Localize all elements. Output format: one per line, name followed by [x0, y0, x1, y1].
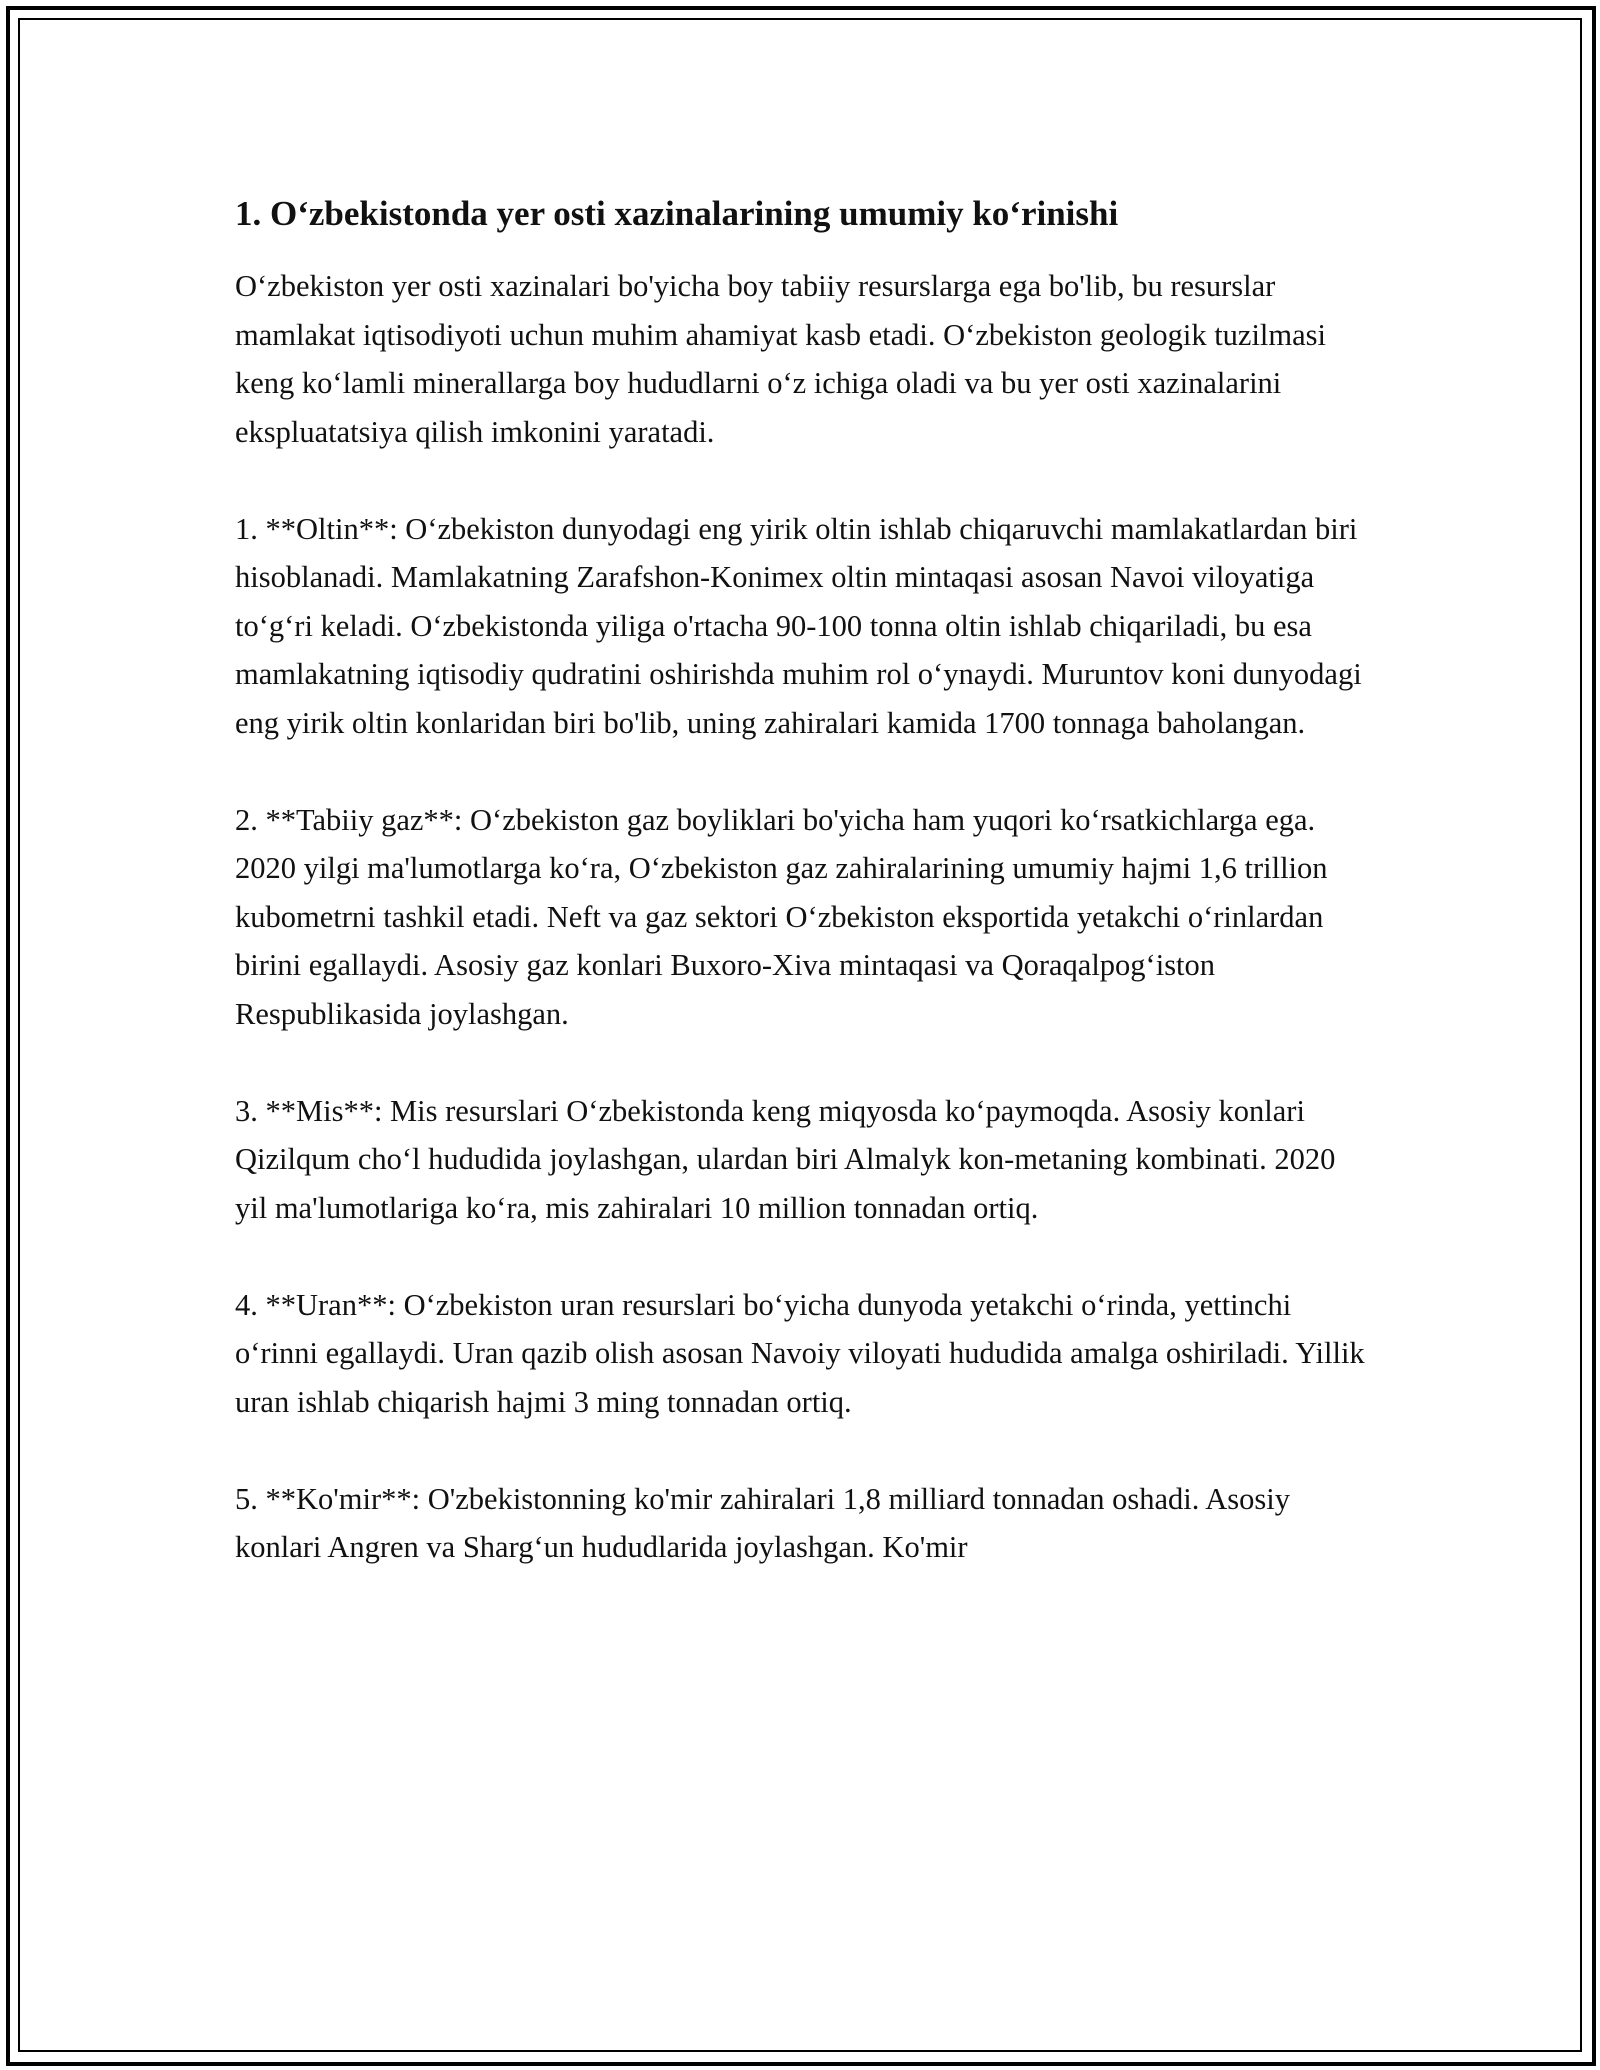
paragraph-komir: 5. **Ko'mir**: O'zbekistonning ko'mir zahiralari 1,8 milliard tonnadan oshadi. Asosiy konlari Angren va Sharg‘un hududlarida joylashgan. Ko'mir	[235, 1481, 1291, 1564]
document-body	[235, 190, 1365, 1620]
paragraph-mis: 3. **Mis**: Mis resurslari O‘zbekistonda keng miqyosda ko‘paymoqda. Asosiy konlari Qizilqum cho‘l hududida joylashgan, ulardan biri Almalyk kon-metaning kombinati. 2020 yil ma'lumotlariga ko‘ra, mis zahiralari 10 million tonnadan ortiq.	[235, 1093, 1336, 1225]
page-title: 1. O‘zbekistonda yer osti xazinalarining umumiy ko‘rinishi	[235, 194, 1119, 233]
paragraph-tabiiy-gaz: 2. **Tabiiy gaz**: O‘zbekiston gaz boyliklari bo'yicha ham yuqori ko‘rsatkichlarga ega. 2020 yilgi ma'lumotlarga ko‘ra, O‘zbekiston gaz zahiralarining umumiy hajmi 1,6 trillion kubometrni tashkil etadi. Neft va gaz sektori O‘zbekiston eksportida yetakchi o‘rinlardan birini egallaydi. Asosiy gaz konlari Buxoro-Xiva mintaqasi va Qoraqalpog‘iston Respublikasida joylashgan.	[235, 802, 1328, 1031]
intro-paragraph: O‘zbekiston yer osti xazinalari bo'yicha boy tabiiy resurslarga ega bo'lib, bu resurslar mamlakat iqtisodiyoti uchun muhim ahamiyat kasb etadi. O‘zbekiston geologik tuzilmasi keng ko‘lamli minerallarga boy hududlarni o‘z ichiga oladi va bu yer osti xazinalarini ekspluatatsiya qilish imkonini yaratadi.	[235, 269, 1327, 449]
paragraph-uran: 4. **Uran**: O‘zbekiston uran resurslari bo‘yicha dunyoda yetakchi o‘rinda, yettinchi o‘rinni egallaydi. Uran qazib olish asosan Navoiy viloyati hududida amalga oshiriladi. Yillik uran ishlab chiqarish hajmi 3 ming tonnadan ortiq.	[235, 1287, 1365, 1419]
paragraph-oltin: 1. **Oltin**: O‘zbekiston dunyodagi eng yirik oltin ishlab chiqaruvchi mamlakatlardan biri hisoblanadi. Mamlakatning Zarafshon-Konimex oltin mintaqasi asosan Navoi viloyatiga to‘g‘ri keladi. O‘zbekistonda yiliga o'rtacha 90-100 tonna oltin ishlab chiqariladi, bu esa mamlakatning iqtisodiy qudratini oshirishda muhim rol o‘ynaydi. Muruntov koni dunyodagi eng yirik oltin konlaridan biri bo'lib, uning zahiralari kamida 1700 tonnaga baholangan.	[235, 511, 1362, 740]
